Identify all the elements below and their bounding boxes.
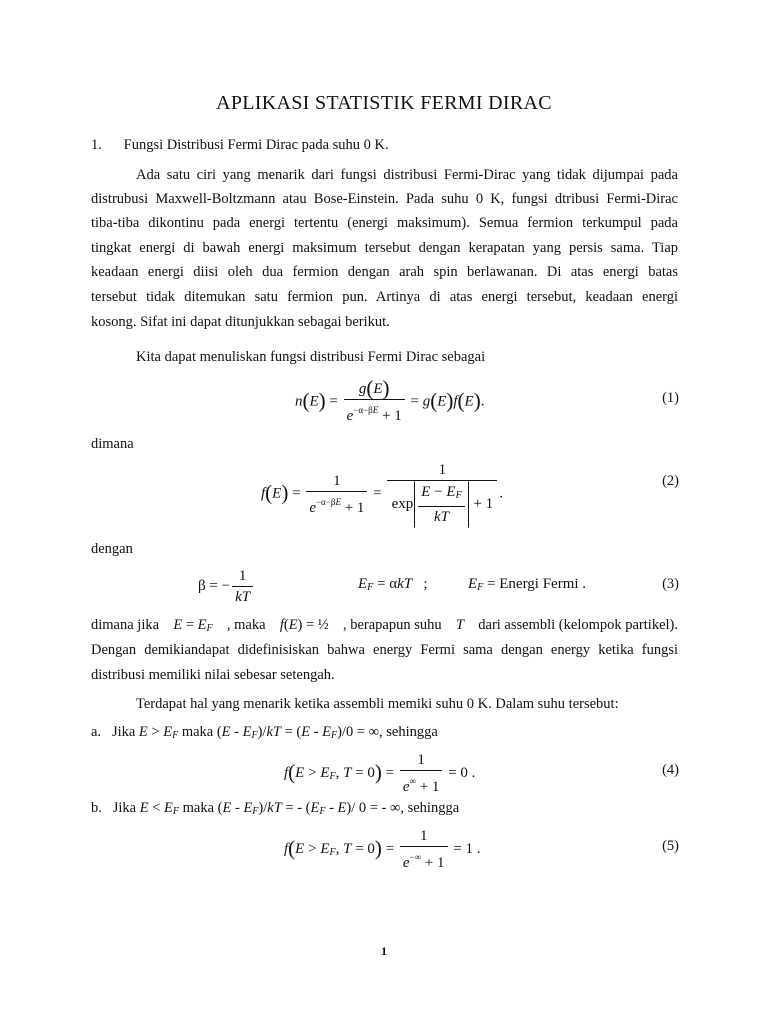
paragraph-line: Ada satu ciri yang menarik dari fungsi distribusi Fermi-Dirac yang tidak dijumpai pada (136, 167, 678, 183)
list-marker: b. (91, 800, 102, 816)
fermi-energy-label: Energi Fermi (499, 576, 579, 592)
section-heading: 1. Fungsi Distribusi Fermi Dirac pada suhu 0 K. (91, 137, 389, 153)
paragraph-line: dengan (91, 541, 133, 557)
equation-number: (2) (662, 473, 679, 489)
equation-number: (4) (662, 762, 679, 778)
text-fragment: dari assembli (kelompok partikel). (478, 617, 678, 633)
paragraph-line: Kita dapat menuliskan fungsi distribusi Fermi Dirac sebagai (136, 349, 486, 365)
paragraph-line: kosong. Sifat ini dapat ditunjukkan sebagai berikut. (91, 314, 390, 330)
equation-number: (3) (662, 576, 679, 592)
page-number: 1 (381, 944, 387, 958)
list-text: Jika $E > E_F$ maka $(E - E_F)/kT = (E - E_F)/0$ = ∞, sehingga (111, 724, 438, 741)
paragraph-line: Dengan demikiandapat didefinisiskan bahwa energy Fermi sama dengan energy ketika fungsi (91, 642, 678, 658)
equation-number: (1) (662, 390, 679, 406)
paragraph-line: distribusi memiliki nilai sebesar setengah. (91, 667, 335, 683)
paragraph-line: distrubusi Maxwell-Boltzmann atau Bose-Einstein. Pada suhu 0 K, fungsi dtribusi Fermi-Dirac (91, 191, 678, 207)
paragraph-line: keadaan energi diisi oleh dua fermion dengan arah spin berlawanan. Di atas energi batas (91, 264, 678, 280)
inline-math: f(E) = ½ (279, 617, 329, 633)
inline-math: $E = E_F$ (173, 617, 213, 634)
list-text: Jika $E < E_F$ maka $(E - E_F)/kT$ = - $(E_F - E)/$ 0 = - ∞, sehingga (112, 800, 460, 817)
text-fragment: dimana jika (91, 617, 160, 633)
paragraph-line: tersebut tidak ditemukan satu fermion pun. Artinya di atas energi tersebut, keadaan energi (91, 289, 678, 305)
paragraph-line: tingkat energi di bawah energi maksimum tersebut dengan kerapatan yang persis sama. Tiap (91, 240, 678, 256)
equation-2: f(E) = $\frac{1}{e^{-\alpha-\beta E} + 1}$ = 1 exp $\frac{E - E_F}{kT}$ + 1 . (261, 460, 503, 528)
equation-3-fermi: $E_F = \alpha kT$ ; (358, 576, 428, 593)
text-fragment: , maka (226, 617, 266, 633)
paragraph-line: Terdapat hal yang menarik ketika assembli memiki suhu 0 K. Dalam suhu tersebut: (136, 696, 619, 712)
equation-5: $f(E > E_F$, T = 0) = $\frac{1}{e^{-\infty} + 1}$ = 1 . (284, 828, 481, 871)
list-marker: a. (91, 724, 102, 740)
list-item-b (91, 800, 678, 817)
paragraph-line: dimana (91, 436, 134, 452)
paragraph-line (91, 617, 678, 634)
inline-math: T (455, 617, 464, 633)
equation-3-label: $E_F$ = Energi Fermi . (468, 576, 587, 593)
equation-1: n(E) = $\frac{g(E)}{e^{-\alpha-\beta E} + 1}$ = g(E)f(E). (295, 376, 485, 424)
paragraph-line: tiba-tiba dikontinu pada energi tertentu (energi maksimum). Semua fermion terkumpul pada (91, 215, 678, 231)
list-item-a (91, 724, 678, 741)
equation-number: (5) (662, 838, 679, 854)
page-title: APLIKASI STATISTIK FERMI DIRAC (216, 92, 552, 114)
equation-4: $f(E > E_F$, T = 0) = $\frac{1}{e^\infty + 1}$ = 0 . (284, 752, 476, 795)
equation-3-beta: β = − $\frac{1}{kT}$ (198, 566, 255, 607)
text-fragment: , berapapun suhu (342, 617, 442, 633)
